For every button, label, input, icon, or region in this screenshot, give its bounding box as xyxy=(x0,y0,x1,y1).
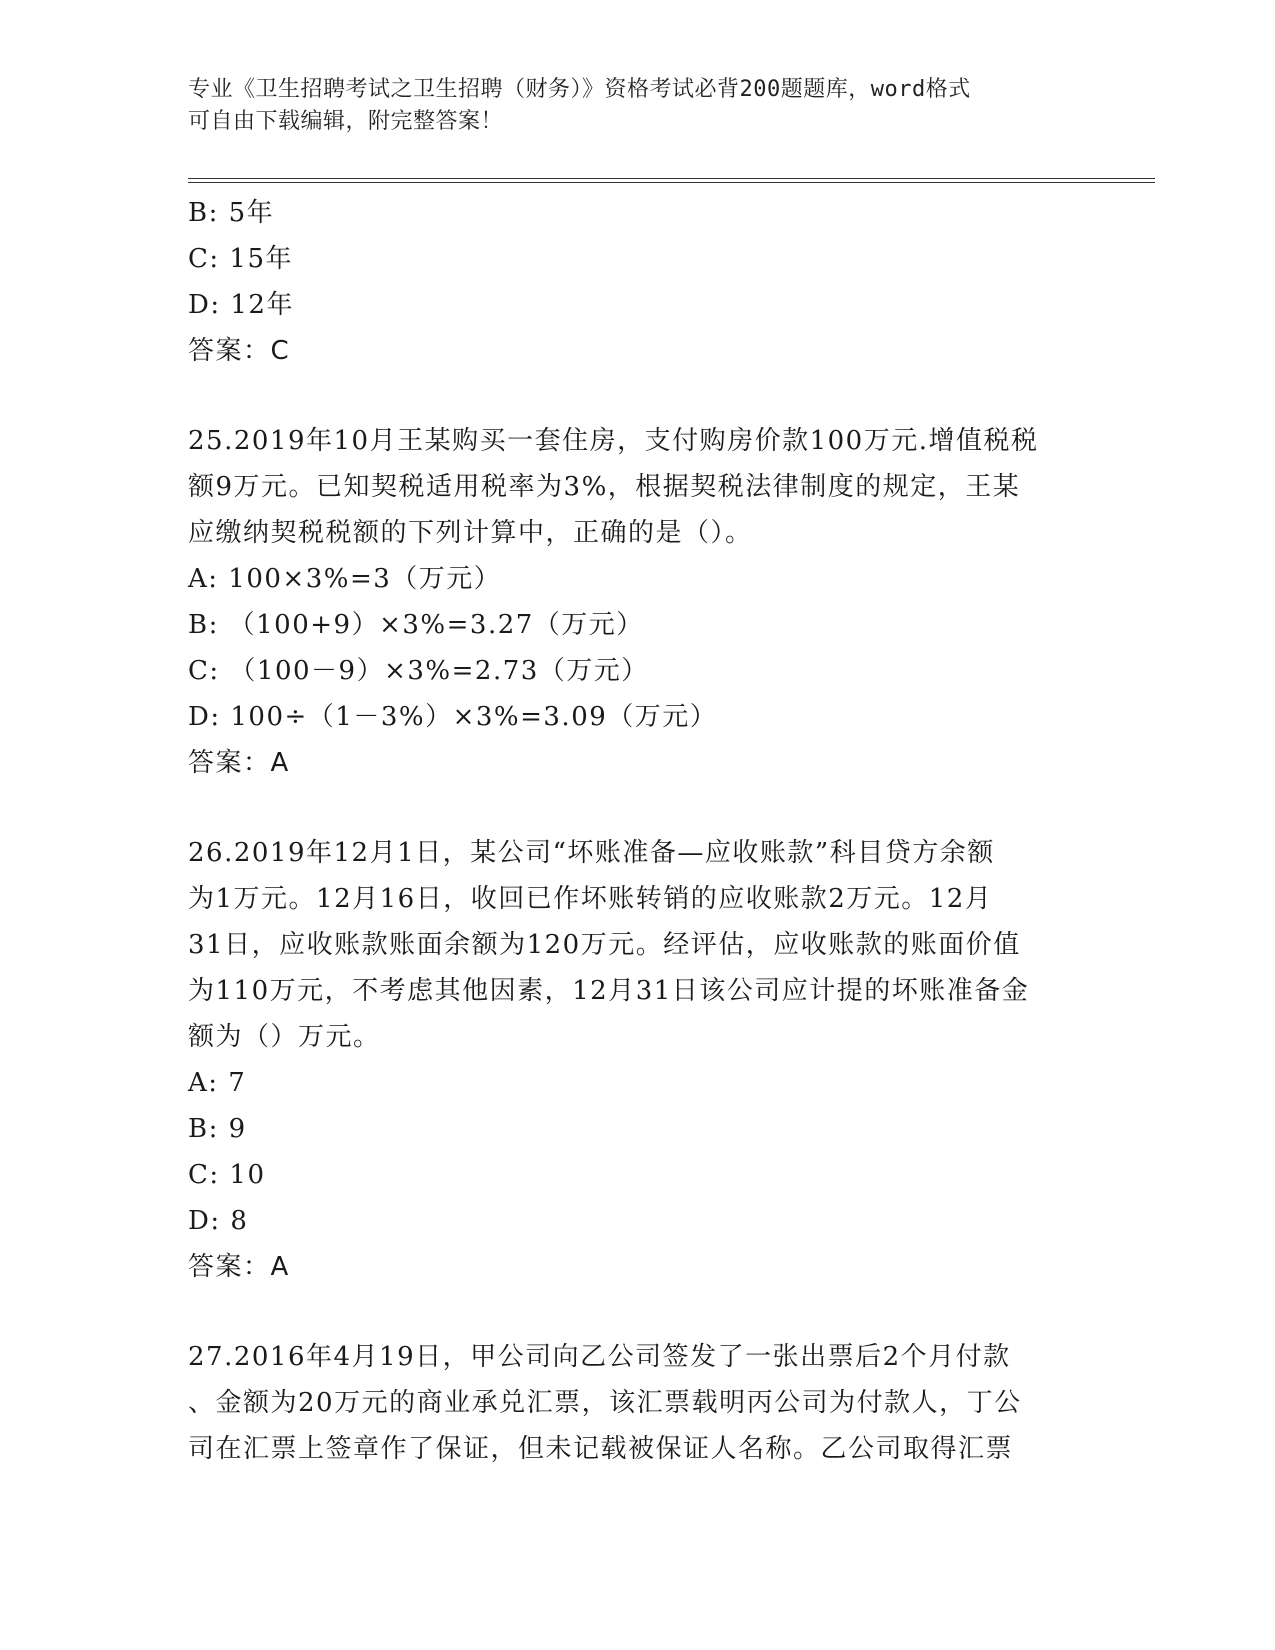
option-b: B: 9 xyxy=(188,1114,247,1144)
question-stem-line: 26.2019年12月1日，某公司“坏账准备—应收账款”科目贷方余额 xyxy=(188,838,995,868)
header-divider xyxy=(188,178,1155,183)
question-stem-line: 27.2016年4月19日，甲公司向乙公司签发了一张出票后2个月付款 xyxy=(188,1342,1011,1372)
header-line-1: 专业《卫生招聘考试之卫生招聘（财务）》资格考试必背200题题库，word格式 xyxy=(188,77,971,102)
question-stem-line: 额为（）万元。 xyxy=(188,1022,381,1052)
option-b: B: （100+9）×3%=3.27（万元） xyxy=(188,610,644,640)
document-body xyxy=(188,190,1088,1472)
question-stem-line: 25.2019年10月王某购买一套住房，支付购房价款100万元.增值税税 xyxy=(188,426,1039,456)
question-stem-line: 额9万元。已知契税适用税率为3%，根据契税法律制度的规定，王某 xyxy=(188,472,1021,502)
question-25 xyxy=(188,418,1088,786)
question-stem-line: 应缴纳契税税额的下列计算中，正确的是（）。 xyxy=(188,518,753,548)
question-27 xyxy=(188,1334,1088,1472)
option-d: D: 100÷（1－3%）×3%=3.09（万元） xyxy=(188,702,718,732)
option-a: A: 100×3%=3（万元） xyxy=(188,564,502,594)
question-stem-line: 为110万元，不考虑其他因素，12月31日该公司应计提的坏账准备金 xyxy=(188,976,1030,1006)
option-c: C: （100－9）×3%=2.73（万元） xyxy=(188,656,649,686)
previous-question-tail xyxy=(188,190,1088,374)
answer-line: 答案：C xyxy=(188,336,291,366)
question-stem-line: 为1万元。12月16日，收回已作坏账转销的应收账款2万元。12月 xyxy=(188,884,993,914)
option-c: C: 10 xyxy=(188,1160,266,1190)
option-c: C: 15年 xyxy=(188,244,294,274)
answer-line: 答案：A xyxy=(188,748,290,778)
page-header xyxy=(188,74,1088,138)
question-stem-line: 司在汇票上签章作了保证，但未记载被保证人名称。乙公司取得汇票 xyxy=(188,1434,1014,1464)
option-a: A: 7 xyxy=(188,1068,247,1098)
question-stem-line: 、金额为20万元的商业承兑汇票，该汇票载明丙公司为付款人，丁公 xyxy=(188,1388,1022,1418)
option-b: B: 5年 xyxy=(188,198,275,228)
option-d: D: 8 xyxy=(188,1206,249,1236)
question-26 xyxy=(188,830,1088,1290)
answer-line: 答案：A xyxy=(188,1252,290,1282)
question-stem-line: 31日，应收账款账面余额为120万元。经评估，应收账款的账面价值 xyxy=(188,930,1021,960)
header-line-2: 可自由下载编辑，附完整答案！ xyxy=(188,109,504,134)
option-d: D: 12年 xyxy=(188,290,294,320)
